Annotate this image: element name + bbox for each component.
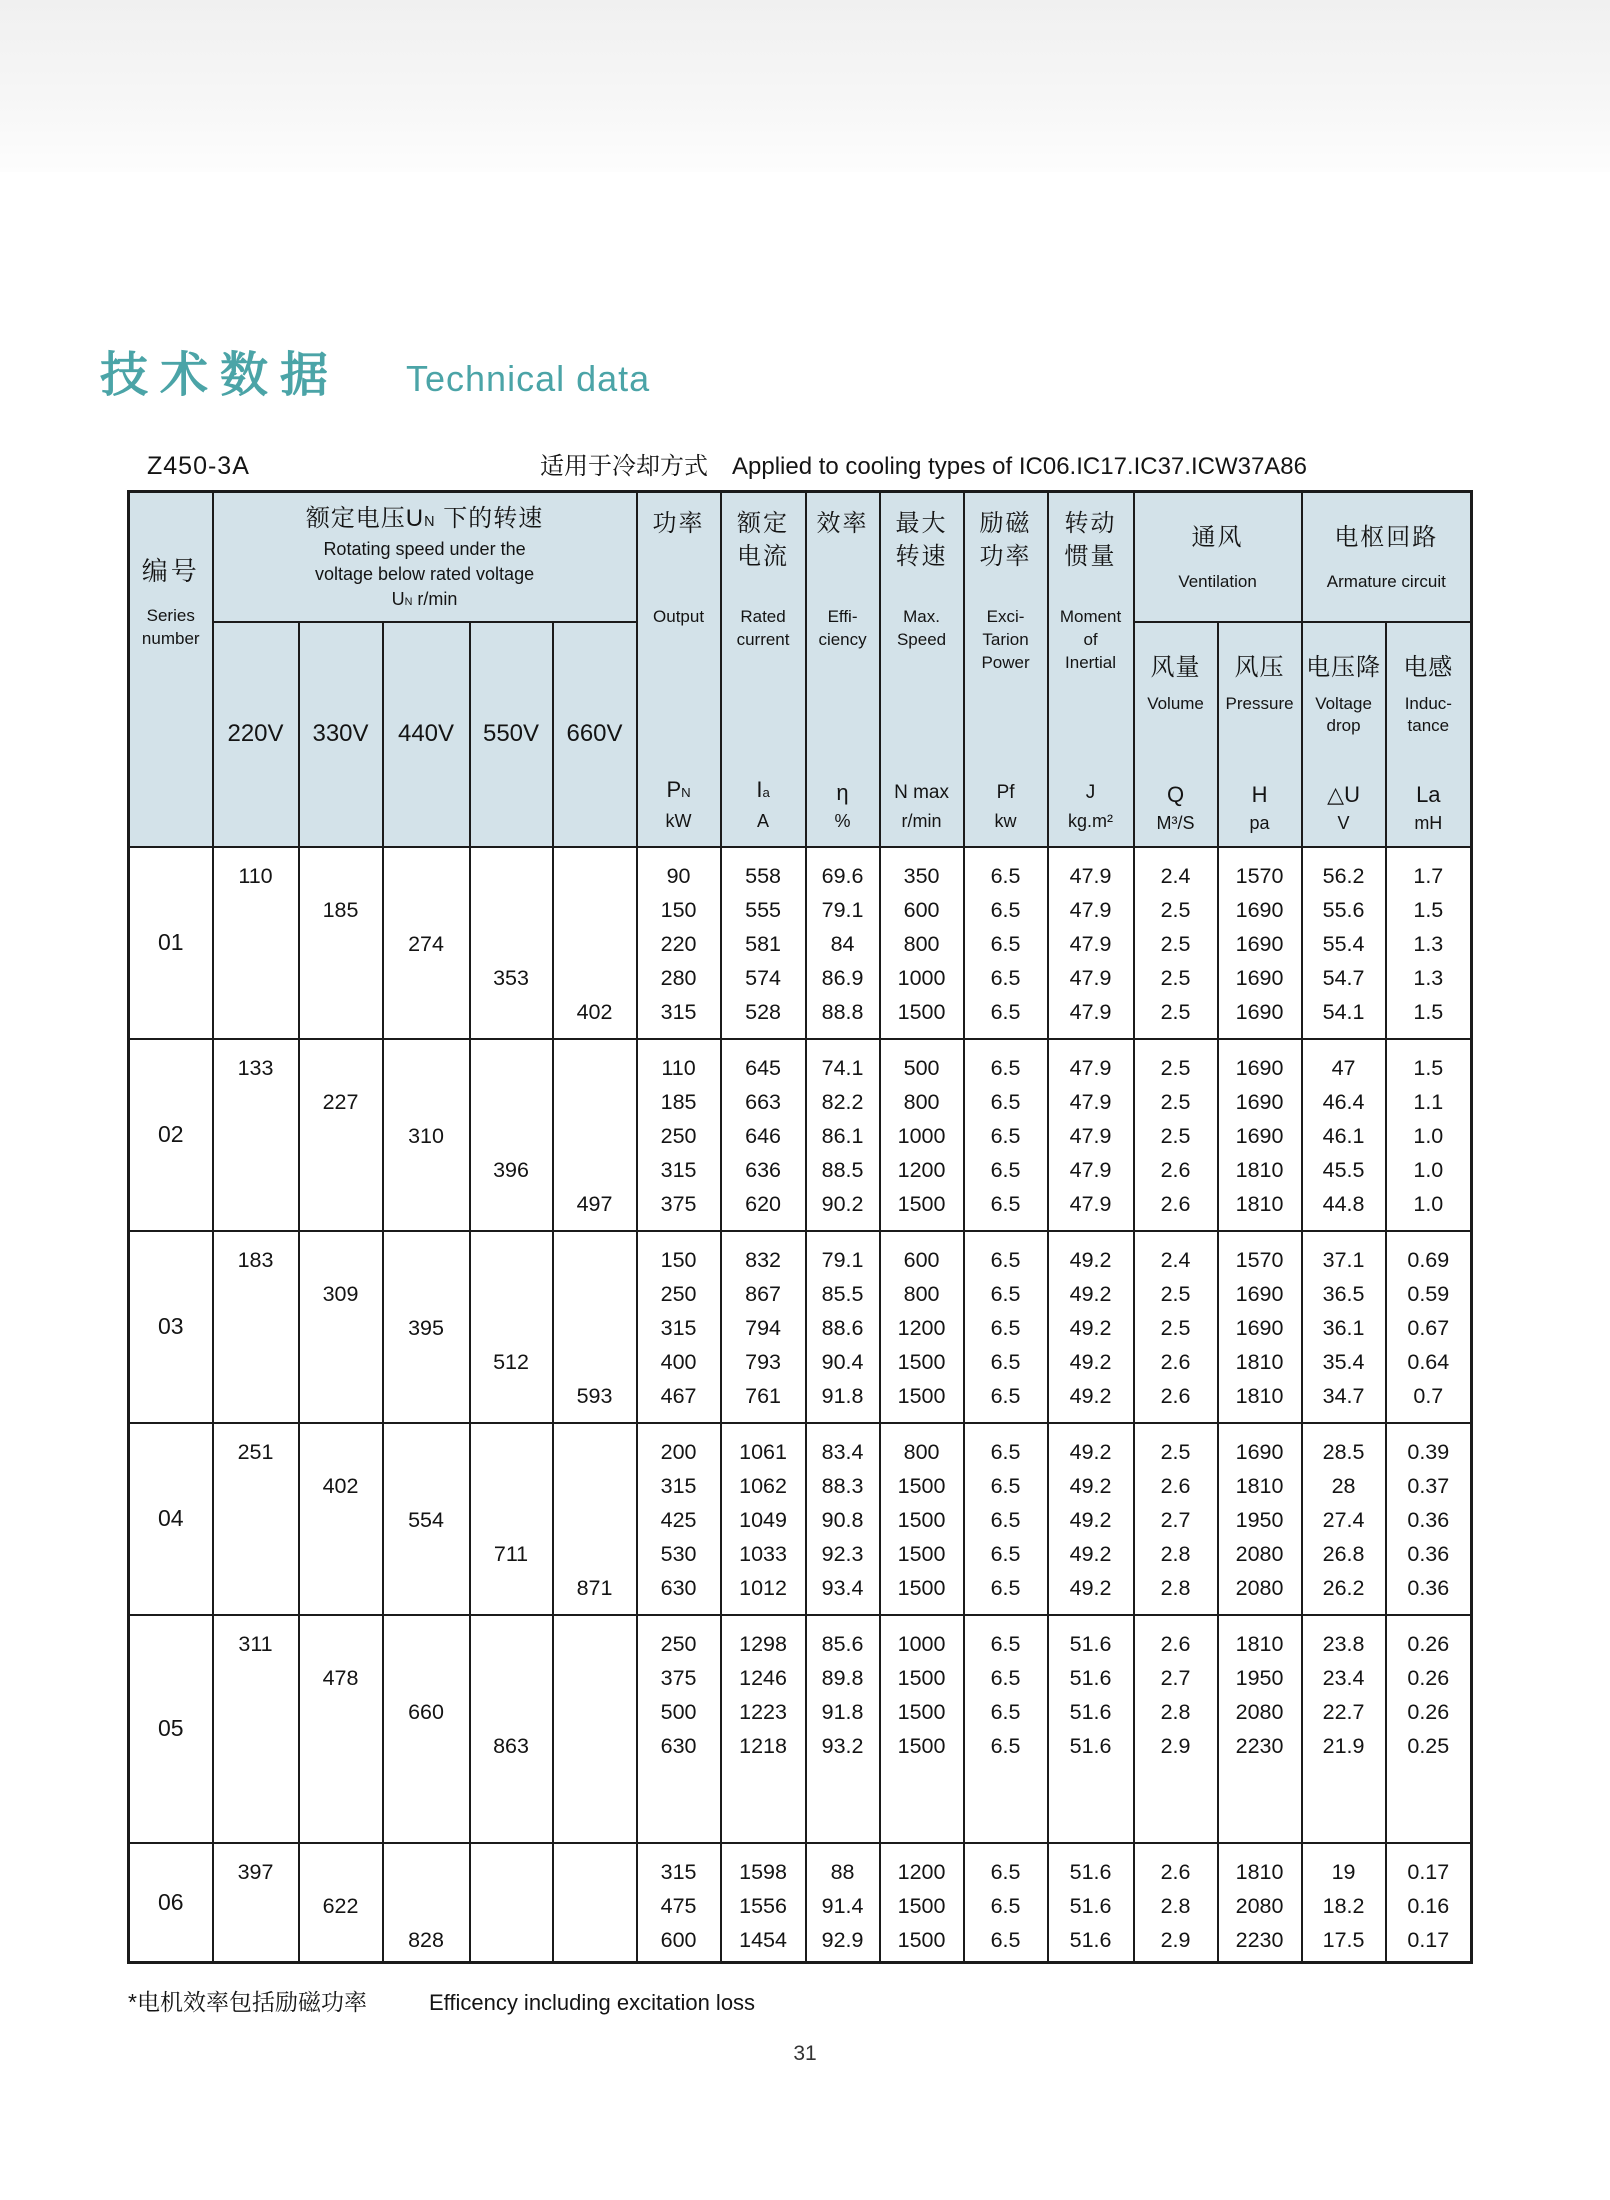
cell-02-efficiency: 74.1 82.2 86.1 88.5 90.2 xyxy=(806,1039,880,1231)
series-number-06: 06 xyxy=(129,1843,213,1963)
header-voltage-550v: 550V xyxy=(470,622,553,847)
cell-06-inductance: 0.17 0.16 0.17 xyxy=(1386,1843,1472,1963)
header-moment-of-inertia: 转动 惯量 Moment of Inertial J kg.m² xyxy=(1048,492,1134,847)
cell-03-voltage-440V: 395 xyxy=(383,1231,470,1423)
cell-05-inductance: 0.26 0.26 0.26 0.25 xyxy=(1386,1615,1472,1843)
cell-02-j: 47.9 47.9 47.9 47.9 47.9 xyxy=(1048,1039,1134,1231)
cell-06-voltage_drop: 19 18.2 17.5 xyxy=(1302,1843,1386,1963)
cell-02-q: 2.5 2.5 2.5 2.6 2.6 xyxy=(1134,1039,1218,1231)
cell-06-voltage-440V: 828 xyxy=(383,1843,470,1963)
header-output: 功率 Output PN kW xyxy=(637,492,721,847)
series-block-05 xyxy=(129,1615,1472,1843)
series-number-01: 01 xyxy=(129,847,213,1039)
cell-03-pf: 6.5 6.5 6.5 6.5 6.5 xyxy=(964,1231,1048,1423)
header-series-number xyxy=(129,492,213,847)
cell-06-pf: 6.5 6.5 6.5 xyxy=(964,1843,1048,1963)
header-series-zh: 编号 xyxy=(141,555,200,586)
cell-02-voltage-330V: 227 xyxy=(299,1039,383,1231)
cell-05-voltage-550V: 863 xyxy=(470,1615,553,1843)
cell-02-voltage-220V: 133 xyxy=(213,1039,299,1231)
cell-06-voltage-660V xyxy=(553,1843,637,1963)
cell-04-h: 1690 1810 1950 2080 2080 xyxy=(1218,1423,1302,1615)
header-voltage-440v: 440V xyxy=(383,622,470,847)
cell-01-max_speed: 350 600 800 1000 1500 xyxy=(880,847,964,1039)
header-series-en: Series number xyxy=(141,605,200,648)
cell-03-h: 1570 1690 1690 1810 1810 xyxy=(1218,1231,1302,1423)
cell-05-efficiency: 85.6 89.8 91.8 93.2 xyxy=(806,1615,880,1843)
cell-06-current: 1598 1556 1454 xyxy=(721,1843,806,1963)
cell-01-output: 90 150 220 280 315 xyxy=(637,847,721,1039)
cell-01-efficiency: 69.6 79.1 84 86.9 88.8 xyxy=(806,847,880,1039)
header-voltage-group-zh: 额定电压UN 下的转速 xyxy=(305,505,544,533)
cell-04-voltage-330V: 402 xyxy=(299,1423,383,1615)
header-efficiency: 效率 Effi- ciency η % xyxy=(806,492,880,847)
cell-05-voltage_drop: 23.8 23.4 22.7 21.9 xyxy=(1302,1615,1386,1843)
cell-02-max_speed: 500 800 1000 1200 1500 xyxy=(880,1039,964,1231)
footnote-zh: *电机效率包括励磁功率 xyxy=(128,1989,367,2015)
cell-01-h: 1570 1690 1690 1690 1690 xyxy=(1218,847,1302,1039)
cell-03-inductance: 0.69 0.59 0.67 0.64 0.7 xyxy=(1386,1231,1472,1423)
cell-04-voltage-660V: 871 xyxy=(553,1423,637,1615)
cell-03-efficiency: 79.1 85.5 88.6 90.4 91.8 xyxy=(806,1231,880,1423)
cell-01-inductance: 1.7 1.5 1.3 1.3 1.5 xyxy=(1386,847,1472,1039)
header-excitation-power: 励磁 功率 Exci- Tarion Power Pf kw xyxy=(964,492,1048,847)
cell-02-inductance: 1.5 1.1 1.0 1.0 1.0 xyxy=(1386,1039,1472,1231)
cell-03-j: 49.2 49.2 49.2 49.2 49.2 xyxy=(1048,1231,1134,1423)
header-max-speed: 最大 转速 Max. Speed N max r/min xyxy=(880,492,964,847)
cell-02-voltage-550V: 396 xyxy=(470,1039,553,1231)
series-number-04: 04 xyxy=(129,1423,213,1615)
cell-05-output: 250 375 500 630 xyxy=(637,1615,721,1843)
cell-06-h: 1810 2080 2230 xyxy=(1218,1843,1302,1963)
cell-03-q: 2.4 2.5 2.5 2.6 2.6 xyxy=(1134,1231,1218,1423)
cell-01-current: 558 555 581 574 528 xyxy=(721,847,806,1039)
technical-data-table xyxy=(127,490,1473,1964)
header-row-groups xyxy=(129,492,1472,622)
header-voltage-group-unit: UN r/min xyxy=(391,589,458,610)
page-number: 31 xyxy=(793,2042,817,2065)
cell-05-j: 51.6 51.6 51.6 51.6 xyxy=(1048,1615,1134,1843)
series-block-06 xyxy=(129,1843,1472,1963)
cell-04-voltage-550V: 711 xyxy=(470,1423,553,1615)
cell-06-q: 2.6 2.8 2.9 xyxy=(1134,1843,1218,1963)
series-block-02 xyxy=(129,1039,1472,1231)
header-voltage-330v: 330V xyxy=(299,622,383,847)
cell-06-output: 315 475 600 xyxy=(637,1843,721,1963)
cell-02-voltage-660V: 497 xyxy=(553,1039,637,1231)
table-header xyxy=(129,492,1472,847)
cell-03-voltage-330V: 309 xyxy=(299,1231,383,1423)
cell-02-voltage_drop: 47 46.4 46.1 45.5 44.8 xyxy=(1302,1039,1386,1231)
cell-01-voltage-660V: 402 xyxy=(553,847,637,1039)
series-block-04 xyxy=(129,1423,1472,1615)
header-air-pressure: 风压 Pressure H pa xyxy=(1218,622,1302,847)
cooling-note xyxy=(540,446,1307,481)
header-armature-group: 电枢回路 Armature circuit xyxy=(1302,492,1472,622)
header-voltage-group-en2: voltage below rated voltage xyxy=(314,564,535,585)
page-title-en: Technical data xyxy=(406,358,651,399)
cell-02-h: 1690 1690 1690 1810 1810 xyxy=(1218,1039,1302,1231)
cell-04-q: 2.5 2.6 2.7 2.8 2.8 xyxy=(1134,1423,1218,1615)
model-label: Z450-3A xyxy=(147,452,250,480)
header-voltage-drop: 电压降 Voltage drop △U V xyxy=(1302,622,1386,847)
page-top-band xyxy=(0,0,1610,172)
table-caption-row xyxy=(147,446,1477,481)
cell-06-max_speed: 1200 1500 1500 xyxy=(880,1843,964,1963)
series-number-03: 03 xyxy=(129,1231,213,1423)
cell-04-voltage-220V: 251 xyxy=(213,1423,299,1615)
cell-06-efficiency: 88 91.4 92.9 xyxy=(806,1843,880,1963)
cell-04-output: 200 315 425 530 630 xyxy=(637,1423,721,1615)
cell-03-voltage-550V: 512 xyxy=(470,1231,553,1423)
cell-05-current: 1298 1246 1223 1218 xyxy=(721,1615,806,1843)
cell-05-q: 2.6 2.7 2.8 2.9 xyxy=(1134,1615,1218,1843)
cell-03-current: 832 867 794 793 761 xyxy=(721,1231,806,1423)
cell-06-voltage-330V: 622 xyxy=(299,1843,383,1963)
cooling-note-en: Applied to cooling types of IC06.IC17.IC37.ICW37A86 xyxy=(732,453,1307,480)
cell-01-voltage-550V: 353 xyxy=(470,847,553,1039)
cell-04-max_speed: 800 1500 1500 1500 1500 xyxy=(880,1423,964,1615)
cooling-note-zh: 适用于冷却方式 xyxy=(540,453,708,480)
cell-01-voltage-220V: 110 xyxy=(213,847,299,1039)
cell-02-output: 110 185 250 315 375 xyxy=(637,1039,721,1231)
cell-01-j: 47.9 47.9 47.9 47.9 47.9 xyxy=(1048,847,1134,1039)
cell-05-h: 1810 1950 2080 2230 xyxy=(1218,1615,1302,1843)
cell-05-pf: 6.5 6.5 6.5 6.5 xyxy=(964,1615,1048,1843)
header-voltage-660v: 660V xyxy=(553,622,637,847)
series-block-03 xyxy=(129,1231,1472,1423)
series-number-05: 05 xyxy=(129,1615,213,1843)
cell-04-current: 1061 1062 1049 1033 1012 xyxy=(721,1423,806,1615)
cell-02-current: 645 663 646 636 620 xyxy=(721,1039,806,1231)
header-inductance: 电感 Induc- tance La mH xyxy=(1386,622,1472,847)
cell-03-voltage-220V: 183 xyxy=(213,1231,299,1423)
header-rated-current: 额定 电流 Rated current Ia A xyxy=(721,492,806,847)
cell-04-efficiency: 83.4 88.3 90.8 92.3 93.4 xyxy=(806,1423,880,1615)
cell-03-max_speed: 600 800 1200 1500 1500 xyxy=(880,1231,964,1423)
series-number-02: 02 xyxy=(129,1039,213,1231)
cell-01-q: 2.4 2.5 2.5 2.5 2.5 xyxy=(1134,847,1218,1039)
header-ventilation-group: 通风 Ventilation xyxy=(1134,492,1302,622)
cell-06-j: 51.6 51.6 51.6 xyxy=(1048,1843,1134,1963)
header-voltage-group-en1: Rotating speed under the xyxy=(323,539,526,560)
page-title-zh: 技术数据 xyxy=(100,349,341,402)
header-voltage-220v: 220V xyxy=(213,622,299,847)
header-air-volume: 风量 Volume Q M³/S xyxy=(1134,622,1218,847)
cell-02-pf: 6.5 6.5 6.5 6.5 6.5 xyxy=(964,1039,1048,1231)
cell-05-voltage-660V xyxy=(553,1615,637,1843)
cell-05-max_speed: 1000 1500 1500 1500 xyxy=(880,1615,964,1843)
cell-04-j: 49.2 49.2 49.2 49.2 49.2 xyxy=(1048,1423,1134,1615)
header-voltage-group xyxy=(213,492,637,622)
cell-04-voltage_drop: 28.5 28 27.4 26.8 26.2 xyxy=(1302,1423,1386,1615)
cell-01-voltage-440V: 274 xyxy=(383,847,470,1039)
cell-04-pf: 6.5 6.5 6.5 6.5 6.5 xyxy=(964,1423,1048,1615)
table-body xyxy=(129,847,1472,1963)
cell-01-voltage_drop: 56.2 55.6 55.4 54.7 54.1 xyxy=(1302,847,1386,1039)
cell-05-voltage-440V: 660 xyxy=(383,1615,470,1843)
footnote-en: Efficency including excitation loss xyxy=(428,1990,756,2015)
cell-01-pf: 6.5 6.5 6.5 6.5 6.5 xyxy=(964,847,1048,1039)
cell-03-voltage_drop: 37.1 36.5 36.1 35.4 34.7 xyxy=(1302,1231,1386,1423)
cell-03-voltage-660V: 593 xyxy=(553,1231,637,1423)
cell-06-voltage-220V: 397 xyxy=(213,1843,299,1963)
cell-05-voltage-330V: 478 xyxy=(299,1615,383,1843)
page-title xyxy=(100,336,650,405)
cell-06-voltage-550V xyxy=(470,1843,553,1963)
footnote xyxy=(128,1984,755,2017)
cell-03-output: 150 250 315 400 467 xyxy=(637,1231,721,1423)
cell-01-voltage-330V: 185 xyxy=(299,847,383,1039)
series-block-01 xyxy=(129,847,1472,1039)
cell-04-inductance: 0.39 0.37 0.36 0.36 0.36 xyxy=(1386,1423,1472,1615)
cell-05-voltage-220V: 311 xyxy=(213,1615,299,1843)
cell-04-voltage-440V: 554 xyxy=(383,1423,470,1615)
cell-02-voltage-440V: 310 xyxy=(383,1039,470,1231)
